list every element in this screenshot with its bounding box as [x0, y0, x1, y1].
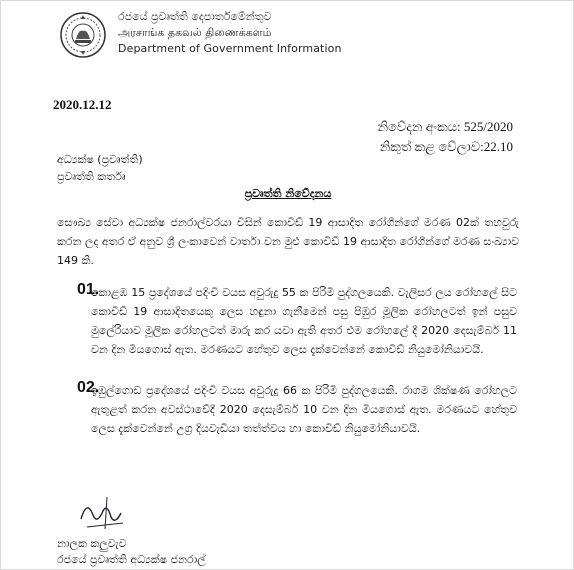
signatory-name: නාලක කලුවැව: [57, 537, 127, 550]
addressee-block: [57, 151, 143, 185]
letterhead-english: Department of Government Information: [118, 42, 342, 55]
addressee-line-2: ප්‍රවෘත්ති කර්තෘ: [57, 170, 126, 183]
intro-paragraph: සෞඛ්‍ය සේවා අධ්‍යක්ෂ ජනරාල්වරයා විසින් කොවිඩ් 19 ආසාදිත රෝගීන්ගේ මරණ 02ක් තහවුරු කරන ලද අතර ඒ අනුව ශ්‍රී ලංකාවෙන් වාර්තා වන මුළු කොවිඩ් 19 ආසාදිත රෝගීන්ගේ මරණ සංඛ්‍යාව 149 කි.: [57, 216, 519, 267]
reference-block: [377, 117, 513, 157]
item-number-2: 02.: [77, 379, 100, 396]
letterhead-tamil: அரசாங்க தகவல் திணைக்களம்: [118, 26, 272, 39]
item-text-1: කොළඹ 15 ප්‍රදේශයේ පදිංචි වයස අවුරුදු 55 ක පිරිමි පුද්ගලයෙකි. වැලිසර ලය රෝහලේ සිට කොවිඩ් 19 ආසාදිතයෙකු ලෙස හඳුනා ගැනීමෙන් පසු පිඹුර මූලික රෝහලටත් ඉන් පසුව මුලේරියාව මූලික රෝහලටත් මාරු කර යවා ඇති අතර එම රෝහලේ දී 2020 දෙසැම්බර් 11 වන දින මියගොස් ඇත. මරණයට හේතුව ලෙස දැක්වෙන්නේ කොවිඩ් නියුමෝනියාවයි.: [91, 286, 517, 356]
signatory-block: [57, 536, 206, 568]
subject-heading: [1, 187, 574, 201]
letterhead-sinhala: රජයේ ප්‍රවෘත්ති දෙපාර්තමේන්තුව: [118, 10, 272, 23]
release-date: 2020.12.12: [53, 97, 112, 112]
letterhead: [118, 9, 342, 57]
addressee-line-1: අධ්‍යක්ෂ (ප්‍රවෘත්ති): [57, 153, 143, 166]
item-number-1: 01.: [77, 281, 100, 298]
subject-text: ප්‍රවෘත්ති නිවේදනය: [244, 187, 332, 200]
signatory-title: රජයේ ප්‍රවෘත්ති අධ්‍යක්ෂ ජනරාල්: [57, 553, 206, 566]
sri-lanka-emblem-icon: [59, 11, 107, 59]
release-time: නිකුත් කළ වේලාව:22.10: [379, 139, 513, 154]
release-number: නිවේදන අංකය: 525/2020: [377, 119, 513, 134]
signature-icon: [77, 489, 137, 535]
item-text-2: ඉඹුල්ගොඩ ප්‍රදේශයේ පදිංචි වයස අවුරුදු 66 ක පිරිමි පුද්ගලයෙකි. රාගම ශික්ෂණ රෝහලට ඇතුළත් කරන අවස්ථාවේදී 2020 දෙසැම්බර් 10 වන දින මියගොස් ඇත. මරණයට හේතුව ලෙස දැක්වෙන්නේ උග්‍ර දියවැඩියා තත්ත්වය හා කොවිඩ් නියුමෝනියාවයි.: [91, 384, 517, 435]
